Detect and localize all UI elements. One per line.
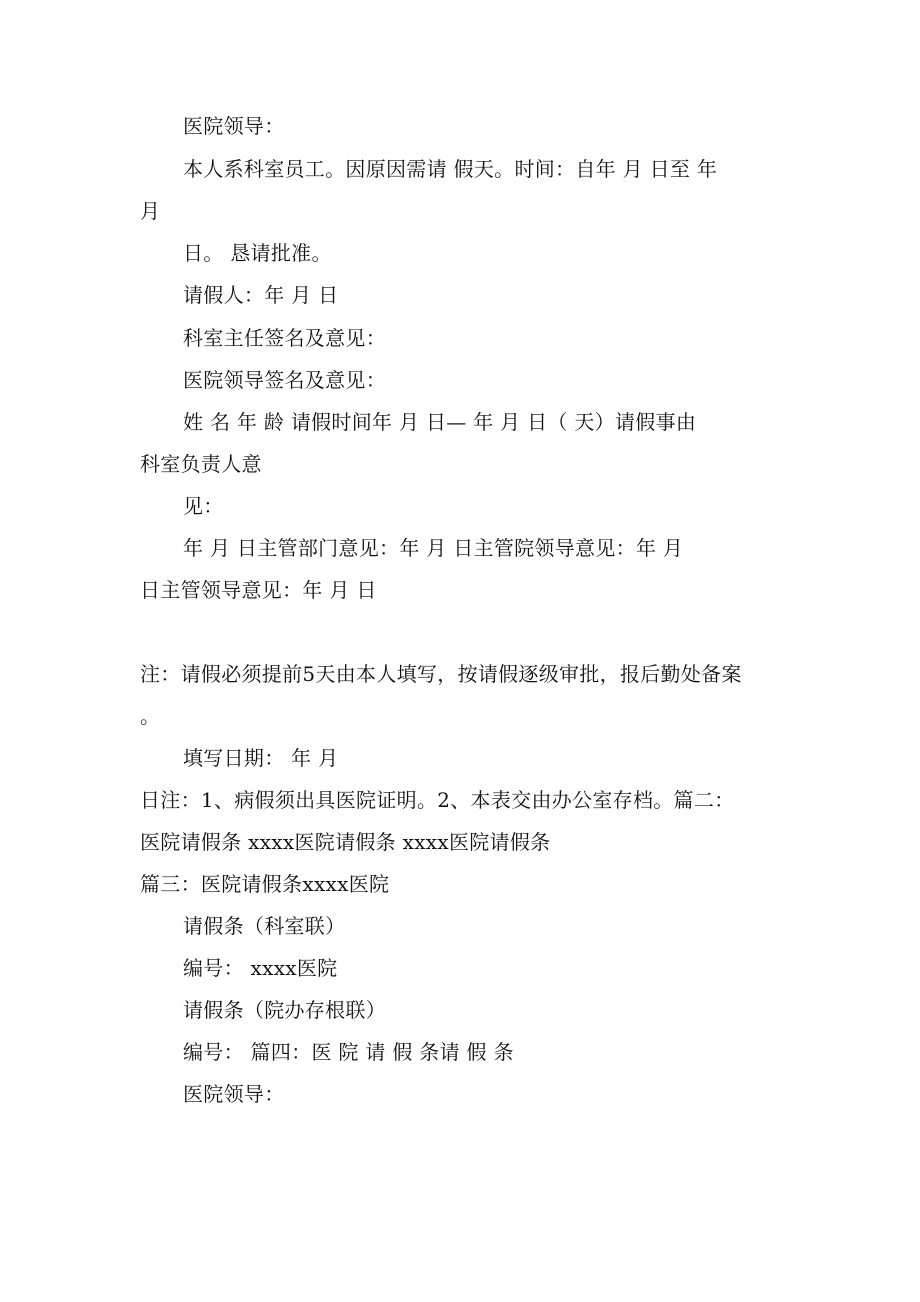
opinions-line-wrap: 日主管领导意见：年 月 日 — [140, 578, 377, 602]
form-fields-line: 姓 名 年 龄 请假时间年 月 日— 年 月 日（ 天）请假事由 — [183, 410, 697, 434]
note-line-wrap: 。 — [140, 704, 161, 728]
dept-director-opinion: 科室主任签名及意见： — [183, 326, 386, 350]
section-two-line: 医院请假条 xxxx医院请假条 xxxx医院请假条 — [140, 830, 551, 854]
note-line: 注：请假必须提前5天由本人填写，按请假逐级审批，报后勤处备案 — [140, 662, 742, 686]
salutation: 医院领导： — [183, 114, 285, 138]
note-line: 日注：1、病假须出具医院证明。2、本表交由办公室存档。篇二： — [140, 788, 735, 812]
body-line-wrap: 月 — [140, 199, 161, 223]
fill-date-line: 填写日期： 年 月 — [183, 746, 339, 770]
section-three-heading: 篇三：医院请假条xxxx医院 — [140, 872, 390, 896]
form-title: 请假条（科室联） — [183, 914, 346, 938]
body-line: 日。 恳请批准。 — [183, 241, 332, 265]
serial-number-line: 编号： 篇四：医 院 请 假 条请 假 条 — [183, 1040, 514, 1064]
applicant-line: 请假人：年 月 日 — [183, 283, 339, 307]
form-title: 请假条（院办存根联） — [183, 998, 386, 1022]
hospital-leader-opinion: 医院领导签名及意见： — [183, 368, 386, 392]
form-fields-line: 见： — [183, 494, 224, 518]
form-fields-line-wrap: 科室负责人意 — [140, 452, 262, 476]
serial-number-line: 编号： xxxx医院 — [183, 956, 338, 980]
opinions-line: 年 月 日主管部门意见：年 月 日主管院领导意见：年 月 — [183, 536, 684, 560]
body-line: 本人系科室员工。因原因需请 假天。时间：自年 月 日至 年 — [183, 157, 718, 181]
salutation: 医院领导： — [183, 1082, 285, 1106]
